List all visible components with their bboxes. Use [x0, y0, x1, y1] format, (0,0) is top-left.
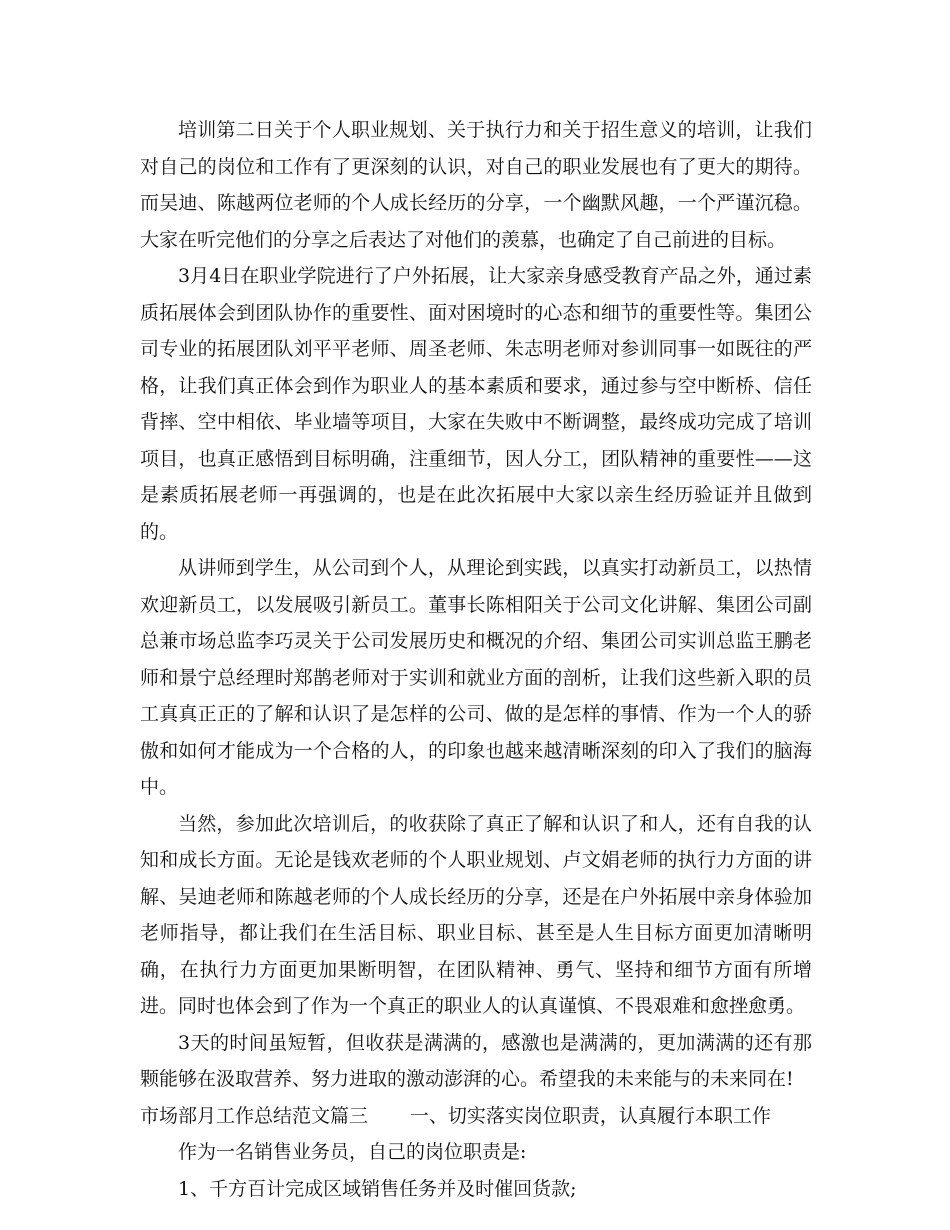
- section-heading-line: [140, 1098, 812, 1135]
- article-title: 市场部月工作总结范文篇三: [140, 1104, 369, 1127]
- paragraph-lecturers: 从讲师到学生，从公司到个人，从理论到实践，以真实打动新员工，以热情欢迎新员工，以发展吸引新员工。董事长陈相阳关于公司文化讲解、集团公司副总兼市场总监李巧灵关于公司发展历史和概况的介绍、集团公司实训总监王鹏老师和景宁总经理时郑鹊老师对于实训和就业方面的剖析，让我们这些新入职的员工真真正正的了解和认识了是怎样的公司、做的是怎样的事情、作为一个人的骄傲和如何才能成为一个合格的人，的印象也越来越清晰深刻的印入了我们的脑海中。: [140, 557, 812, 798]
- list-item-duty-1: 1、千方百计完成区域销售任务并及时催回货款;: [178, 1177, 577, 1200]
- paragraph-job-duties-intro: 作为一名销售业务员，自己的岗位职责是:: [178, 1141, 527, 1163]
- section-heading: 一、切实落实岗位职责，认真履行本职工作: [409, 1104, 771, 1127]
- paragraph-training-day-two: 培训第二日关于个人职业规划、关于执行力和关于招生意义的培训，让我们对自己的岗位和工作有了更深刻的认识，对自己的职业发展也有了更大的期待。而吴迪、陈越两位老师的个人成长经历的分享，一个幽默风趣，一个严谨沉稳。大家在听完他们的分享之后表达了对他们的羡慕，也确定了自己前进的目标。: [140, 119, 812, 251]
- paragraph-personal-growth: 当然，参加此次培训后，的收获除了真正了解和认识了和人，还有自我的认知和成长方面。无论是钱欢老师的个人职业规划、卢文娟老师的执行力方面的讲解、吴迪老师和陈越老师的个人成长经历的分享，还是在户外拓展中亲身体验加老师指导，都让我们在生活目标、职业目标、甚至是人生目标方面更加清晰明确，在执行力方面更加果断明智，在团队精神、勇气、坚持和细节方面有所增进。同时也体会到了作为一个真正的职业人的认真谨慎、不畏艰难和愈挫愈勇。: [140, 812, 812, 1017]
- paragraph-conclusion: 3天的时间虽短暂，但收获是满满的，感激也是满满的，更加满满的还有那颗能够在汲取营养、努力进取的激动澎湃的心。希望我的未来能与的未来同在!: [140, 1031, 812, 1090]
- document-page: [140, 112, 812, 1207]
- paragraph-outdoor-expansion: 3月4日在职业学院进行了户外拓展，让大家亲身感受教育产品之外，通过素质拓展体会到团队协作的重要性、面对困境时的心态和细节的重要性等。集团公司专业的拓展团队刘平平老师、周圣老师、朱志明老师对参训同事一如既往的严格，让我们真正体会到作为职业人的基本素质和要求，通过参与空中断桥、信任背摔、空中相依、毕业墙等项目，大家在失败中不断调整，最终成功完成了培训项目，也真正感悟到目标明确，注重细节，因人分工，团队精神的重要性——这是素质拓展老师一再强调的，也是在此次拓展中大家以亲生经历验证并且做到的。: [140, 265, 812, 543]
